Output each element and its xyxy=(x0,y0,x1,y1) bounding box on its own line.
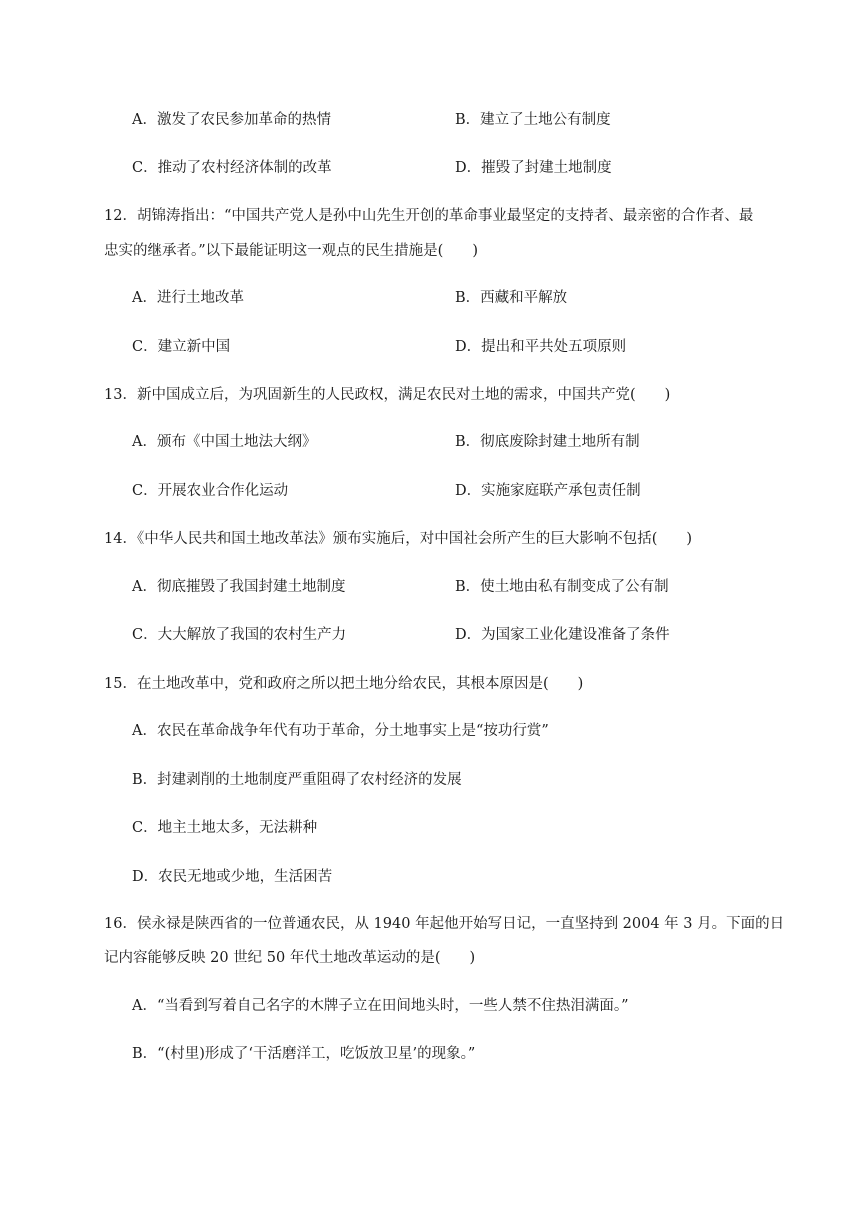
q13-stem-line1: 13．新中国成立后，为巩固新生的人民政权，满足农民对土地的需求，中国共产党( ) xyxy=(104,387,671,403)
q16-stem-line2: 记内容能够反映 20 世纪 50 年代土地改革运动的是( ) xyxy=(104,950,476,966)
q11-option-a: A．激发了农民参加革命的热情 xyxy=(132,112,331,128)
q13-option-a: A．颁布《中国土地法大纲》 xyxy=(132,434,317,450)
q13-option-c: C．开展农业合作化运动 xyxy=(132,483,289,499)
q11-option-d: D．摧毁了封建土地制度 xyxy=(455,160,612,176)
q14-option-a: A．彻底摧毁了我国封建土地制度 xyxy=(132,579,346,595)
q14-stem-line1: 14．《中华人民共和国土地改革法》颁布实施后，对中国社会所产生的巨大影响不包括( ) xyxy=(104,531,693,547)
q15-option-a: A．农民在革命战争年代有功于革命，分土地事实上是“按功行赏” xyxy=(132,723,549,739)
q12-option-a: A．进行土地改革 xyxy=(132,290,244,306)
q14-option-d: D．为国家工业化建设准备了条件 xyxy=(455,627,670,643)
q12-stem-line1: 12．胡锦涛指出：“中国共产党人是孙中山先生开创的革命事业最坚定的支持者、最亲密的合作者、最 xyxy=(104,208,754,224)
q16-option-a: A．“当看到写着自己名字的木牌子立在田间地头时，一些人禁不住热泪满面。” xyxy=(132,998,629,1014)
q15-option-c: C．地主土地太多，无法耕种 xyxy=(132,820,318,836)
q12-option-d: D．提出和平共处五项原则 xyxy=(455,339,627,355)
q15-stem-line1: 15．在土地改革中，党和政府之所以把土地分给农民，其根本原因是( ) xyxy=(104,676,584,692)
q13-option-b: B．彻底废除封建土地所有制 xyxy=(455,434,640,450)
q15-option-d: D．农民无地或少地，生活困苦 xyxy=(132,869,333,885)
q16-option-b: B．“(村里)形成了‘干活磨洋工，吃饭放卫星’的现象。” xyxy=(132,1046,476,1062)
q12-option-b: B．西藏和平解放 xyxy=(455,290,568,306)
q14-option-c: C．大大解放了我国的农村生产力 xyxy=(132,627,347,643)
q12-option-c: C．建立新中国 xyxy=(132,339,231,355)
q16-stem-line1: 16．侯永禄是陕西省的一位普通农民，从 1940 年起他开始写日记，一直坚持到 2004 年 3 月。下面的日 xyxy=(104,916,785,932)
q12-stem-line2: 忠实的继承者。”以下最能证明这一观点的民生措施是( ) xyxy=(104,243,478,259)
q11-option-b: B．建立了土地公有制度 xyxy=(455,112,611,128)
q15-option-b: B．封建剥削的土地制度严重阻碍了农村经济的发展 xyxy=(132,772,462,788)
q11-option-c: C．推动了农村经济体制的改革 xyxy=(132,160,332,176)
q14-option-b: B．使土地由私有制变成了公有制 xyxy=(455,579,669,595)
q13-option-d: D．实施家庭联产承包责任制 xyxy=(455,483,641,499)
